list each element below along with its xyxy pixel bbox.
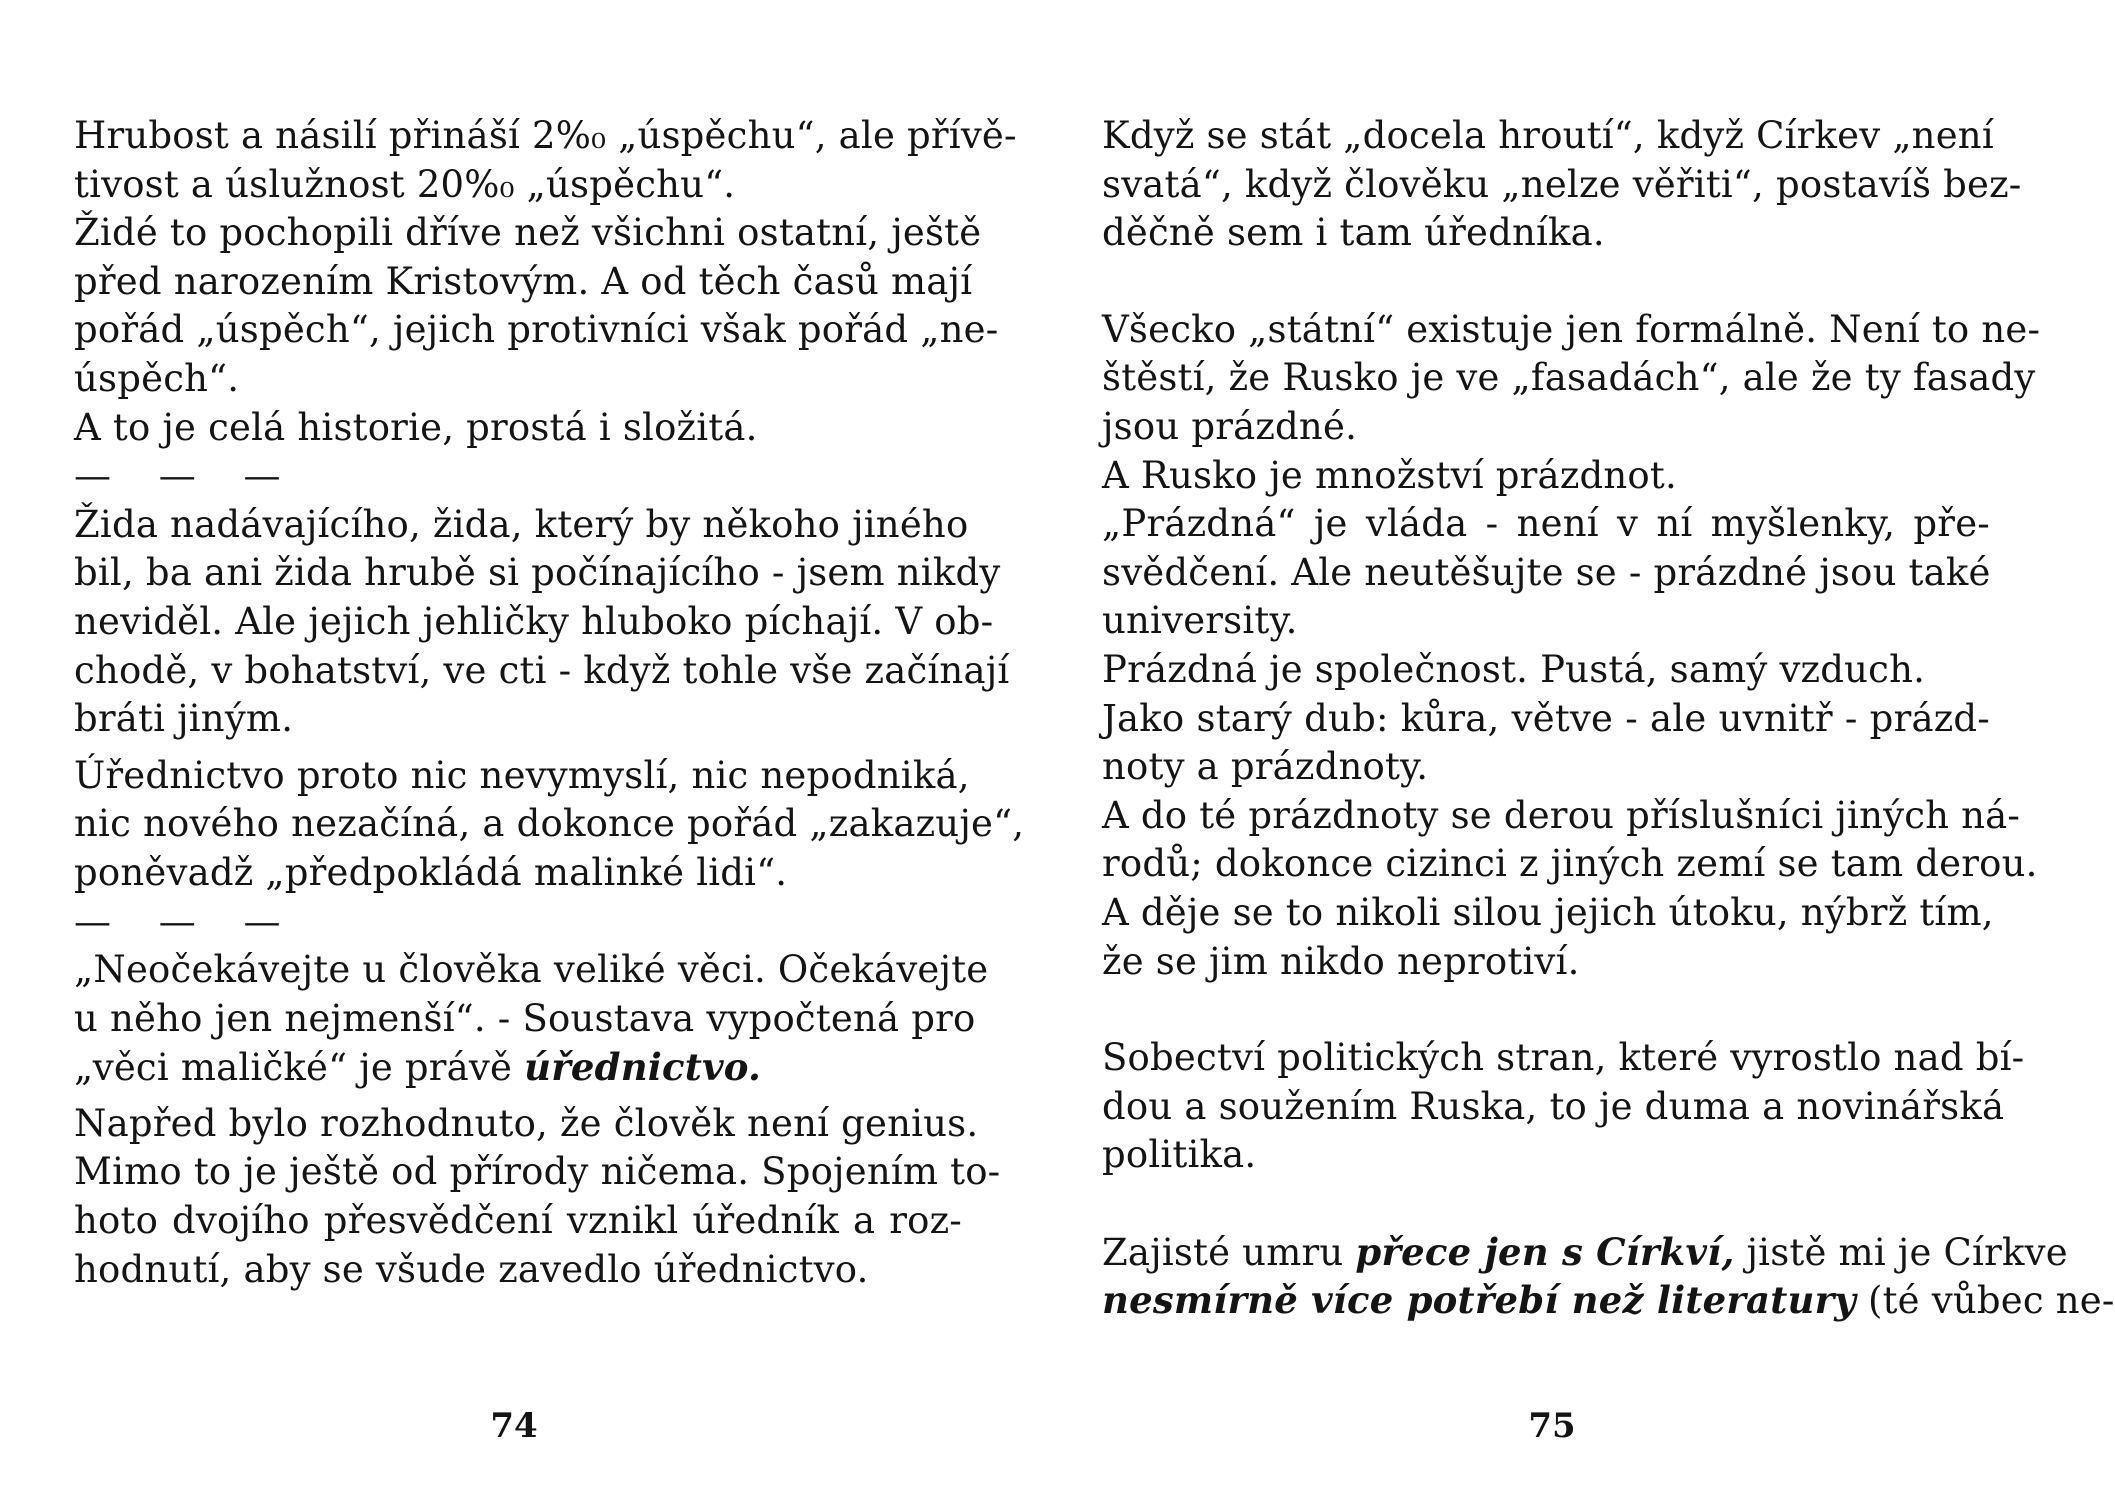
text-run: „věci maličké“ je právě xyxy=(74,1046,525,1090)
paragraph-gap xyxy=(1102,1180,1990,1228)
text-line: jsou prázdné. xyxy=(1102,404,1358,448)
text-line: politika. xyxy=(1102,1133,1257,1177)
text-line: hodnutí, aby se všude zavedlo úřednictvo. xyxy=(74,1247,869,1291)
text-line: Napřed bylo rozhodnuto, že člověk není genius. xyxy=(74,1101,979,1145)
text-line: Prázdná je společnost. Pustá, samý vzduch. xyxy=(1102,647,1926,691)
text-line: úspěch“. xyxy=(74,356,240,400)
text-line: dou a soužením Ruska, to je duma a novinářská xyxy=(1102,1084,2005,1128)
text-line xyxy=(1102,1228,2068,1277)
text-line: svědčení. Ale neutěšujte se - prázdné jsou také xyxy=(1102,550,1991,594)
left-page xyxy=(0,0,1025,1500)
text-line: Když se stát „docela hroutí“, když Církev „není xyxy=(1102,114,1994,157)
text-line: pořád „úspěch“, jejich protivníci však pořád „ne- xyxy=(74,308,999,352)
text-run: (té vůbec ne- xyxy=(1856,1279,2115,1323)
text-line: „Neočekávejte u člověka veliké věci. Očekávejte xyxy=(74,948,989,992)
text-line: A Rusko je množství prázdnot. xyxy=(1102,453,1677,497)
text-line: Židé to pochopili dříve než všichni ostatní, ještě xyxy=(74,211,982,255)
text-line: štěstí, že Rusko je ve „fasadách“, ale že ty fasady xyxy=(1102,356,2036,400)
text-line: neviděl. Ale jejich jehličky hluboko píchají. V ob- xyxy=(74,599,994,643)
text-line: poněvadž „předpokládá malinké lidi“. xyxy=(74,850,788,894)
text-line: Úřednictvo proto nic nevymyslí, nic nepodniká, xyxy=(74,753,970,797)
text-run: jistě mi je Církve xyxy=(1734,1230,2068,1274)
text-line: chodě, v bohatství, ve cti - když tohle vše začínají xyxy=(74,648,1010,692)
text-line xyxy=(74,1043,962,1092)
right-page-text xyxy=(1102,112,2115,1325)
text-line: hoto dvojího přesvědčení vznikl úředník a roz- xyxy=(74,1199,962,1243)
text-line: Žida nadávajícího, žida, který by někoho jiného xyxy=(74,502,969,546)
text-line: děčně sem i tam úředníka. xyxy=(1102,211,1605,255)
left-page-text xyxy=(74,112,1025,1294)
text-line: Sobectví politických stran, které vyrostlo nad bí- xyxy=(1102,1036,2025,1080)
paragraph-gap xyxy=(1102,986,1990,1034)
text-line: A to je celá historie, prostá i složitá. xyxy=(74,405,758,449)
text-line: svatá“, když člověku „nelze věřiti“, postavíš bez- xyxy=(1102,162,2022,206)
text-line: bráti jiným. xyxy=(74,697,294,741)
section-separator: — — — xyxy=(74,454,299,498)
text-line: university. xyxy=(1102,599,1298,643)
text-line: A děje se to nikoli silou jejich útoku, nýbrž tím, xyxy=(1102,890,1994,934)
text-line: „Prázdná“ je vláda - není v ní myšlenky, pře- xyxy=(1102,502,1990,546)
text-line: noty a prázdnoty. xyxy=(1102,745,1429,789)
text-run: Zajisté umru xyxy=(1102,1230,1356,1274)
page-number-left: 74 xyxy=(490,1406,538,1446)
text-line: Všecko „státní“ existuje jen formálně. Není to ne- xyxy=(1102,307,2041,351)
paragraph-gap xyxy=(1102,258,1990,306)
text-line: bil, ba ani žida hrubě si počínajícího - jsem nikdy xyxy=(74,551,1001,595)
right-page xyxy=(1017,0,2115,1500)
text-line: A do té prázdnoty se derou příslušníci jiných ná- xyxy=(1102,793,2021,837)
emphasized-text: úřednictvo. xyxy=(524,1045,762,1090)
emphasized-text: nesmírně více potřebí než literatury xyxy=(1102,1278,1857,1323)
section-separator: — — — xyxy=(74,899,299,943)
text-line: u něho jen nejmenší“. - Soustava vypočtená pro xyxy=(74,996,976,1040)
text-line: před narozením Kristovým. A od těch časů mají xyxy=(74,259,973,303)
page-number-right: 75 xyxy=(1528,1406,1576,1446)
text-line: Jako starý dub: kůra, větve - ale uvnitř - prázd- xyxy=(1102,696,1990,740)
text-line: tivost a úslužnost 20%₀ „úspěchu“. xyxy=(74,162,736,206)
text-line: Mimo to je ještě od přírody ničema. Spojením to- xyxy=(74,1150,1001,1194)
text-line: že se jim nikdo neprotiví. xyxy=(1102,939,1580,983)
emphasized-text: přece jen s Církví, xyxy=(1355,1229,1735,1274)
text-line xyxy=(1102,1276,2115,1325)
text-line: Hrubost a násilí přináší 2%₀ „úspěchu“, ale přívě- xyxy=(74,114,1017,157)
paragraph-gap xyxy=(74,1092,962,1100)
text-line: nic nového nezačíná, a dokonce pořád „zakazuje“, xyxy=(74,802,1025,846)
text-line: rodů; dokonce cizinci z jiných zemí se tam derou. xyxy=(1102,842,2038,886)
paragraph-gap xyxy=(74,744,962,752)
